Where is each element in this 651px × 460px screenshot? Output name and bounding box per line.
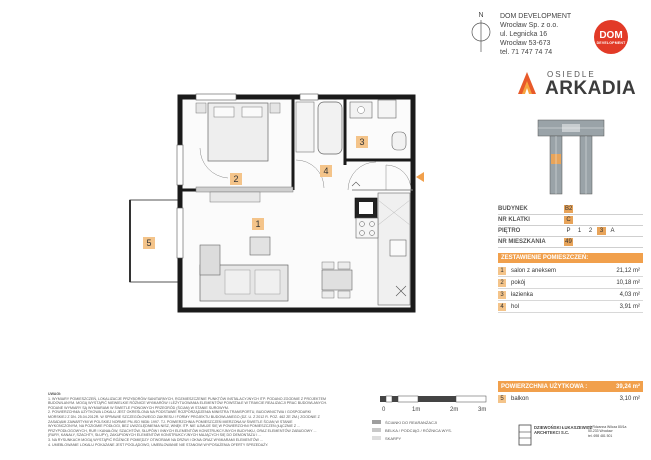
dom-logo-sub: DEVELOPMENT (596, 40, 626, 45)
room-row (498, 301, 643, 313)
floor-option: 1 (577, 228, 582, 234)
balcony-name: balkon (511, 395, 529, 402)
architect-address (588, 425, 626, 438)
note-line: ZASADAMI ZAWARTYMI W POLSKIEJ NORMIE PN-ISO 9836: 1997. TJ. POWIERZCHNIA POMIESZCZEŃ MIERZONA W ŚWIETLE ŚCIAN W STANIE (48, 419, 293, 424)
svg-text:N: N (478, 12, 484, 19)
developer-line: Wrocław 53-673 (500, 40, 551, 47)
legend-swatch (372, 420, 381, 424)
entrance-arrow-icon (416, 172, 424, 182)
room-number: 4 (498, 303, 506, 311)
architect-address-line: ul. Rdzanna Wilcza 80/1a (588, 425, 627, 429)
legend-item (372, 434, 496, 442)
scale-tick: 3m (478, 407, 487, 413)
room-area: 4,03 m² (619, 291, 640, 298)
brand-osiedle: OSIEDLE (547, 70, 596, 79)
note-line: 1. WYMIARY POMIESZCZEŃ, LOKALIZACJE PRZYBORÓW SANITARNYCH, ROZMIESZCZENIE PUNKTÓW INSTALACYJNYCH ITP. PODANO ZGODNIE Z PROJEKTEM (48, 396, 327, 401)
svg-text:1: 1 (255, 219, 261, 229)
note-line: (RURY, KANAŁY, SZACHTY, SŁUPY), ZAKUPIONYCH ELEMENTÓW KONSTRUKCYJNYCH MAJĄCYCH SIĘ DO DEMONTAŻU I ... (48, 433, 262, 438)
developer-line: tel. 71 747 74 74 (500, 49, 553, 56)
building-value: B2 (565, 206, 573, 212)
architect-logo-icon (518, 424, 532, 446)
cooktop (356, 218, 378, 238)
room-number: 3 (498, 291, 506, 299)
legend-swatch (372, 428, 381, 432)
total-area-label: POWIERZCHNIA UŻYTKOWA : (501, 383, 588, 390)
washing-machine (378, 100, 396, 118)
room-label-4 (320, 165, 332, 177)
note-line: PRZYPODŁOGOWYCH, RUR I KANAŁÓW, SZACHTÓW, SŁUPÓW I INNYCH ELEMENTÓW KONSTRUKCYJNYCH BUDYNKU, ORAZ ELEMENTÓW ZABUDOWY ... (48, 428, 317, 433)
room-area: 10,18 m² (616, 279, 640, 286)
staircase-value: C (564, 216, 573, 224)
room-row (498, 289, 643, 301)
coffee-table (250, 237, 270, 255)
notes-heading: UWAGI: (48, 392, 62, 396)
svg-text:2: 2 (233, 174, 239, 184)
room-name: pokój (511, 279, 526, 286)
balcony-number: 5 (498, 395, 506, 403)
architect-address-line: 50-233 Wrocław (588, 429, 613, 434)
building-key-plan (536, 116, 606, 196)
note-line: 4. UMEBLOWANIE LOKALU POKAZANE JEST POGLĄDOWO, UMEBLOWANIE NIE STANOWI WYPOSAŻENIA OFERTY SPRZEDAŻY. (48, 442, 269, 447)
note-line: MORSKIEJ Z DN. 25.04.2012R. W SPRAWIE SZCZEGÓŁOWEGO ZAKRESU I FORMY PROJEKTU BUDOWLANEGO (DZ. U. Z 2012 R. POZ. 462 ZE ZM.) ZGODNIE Z (48, 414, 320, 419)
bathtub (318, 102, 342, 154)
dining-table (322, 270, 352, 290)
architect-name-line: DZIEWOŃSKI ŁUKASZEWICZ (534, 425, 593, 430)
toilet (392, 132, 406, 150)
apartment-info-table (498, 204, 643, 248)
wardrobe (210, 192, 260, 202)
architect-address-line: tel. 698 481 501 (588, 433, 613, 438)
legend-label: BELKA / PODCIĄG / RÓŻNICA WYS. (385, 427, 452, 433)
shower-tray (296, 102, 314, 152)
north-compass-icon (470, 10, 492, 54)
svg-text:5: 5 (146, 238, 152, 248)
balcony-area: 3,10 m² (619, 395, 640, 402)
total-area-bar (498, 381, 643, 392)
staircase-label: NR KLATKI (498, 217, 530, 223)
svg-text:4: 4 (323, 166, 329, 176)
dom-logo (594, 20, 628, 54)
legend-label: SKARPY (385, 435, 402, 441)
note-line: PODANE WYMIARY SĄ WYMIARAMI W ŚWIETLE PIONOWYCH PRZEGRÓD (ŚCIAN) W STANIE SUROWYM. (48, 405, 229, 410)
legend-label: ŚCIANKI DO REARANŻACJI (385, 419, 438, 425)
scale-tick: 0 (382, 407, 386, 413)
room-name: hol (511, 303, 520, 310)
room-area: 3,91 m² (619, 303, 640, 310)
developer-line: ul. Legnicka 16 (500, 31, 548, 38)
developer-info (500, 12, 571, 57)
kitchen-sink (390, 240, 406, 256)
svg-text:3: 3 (359, 137, 365, 147)
scale-tick: 2m (450, 407, 459, 413)
building-label: BUDYNEK (498, 206, 528, 212)
arkadia-logo-icon (516, 70, 538, 96)
architect-name-line: ARCHITEKCI S.C. (534, 430, 570, 435)
staircase-row (498, 215, 643, 226)
legend-item (372, 418, 496, 426)
room-label-5 (143, 237, 155, 249)
note-line: 2. POWIERZCHNIA UŻYTKOWA LOKALU JEST OKREŚLONA NA PODSTAWIE ROZPORZĄDZENIA MINISTRA TRANSPORTU, BUDOWNICTWA I GOSPODARKI (48, 410, 312, 415)
room-number: 1 (498, 267, 506, 275)
legend-swatch (372, 436, 381, 440)
rooms-list (498, 265, 643, 313)
total-area-value: 39,24 m² (615, 383, 640, 390)
dom-logo-text: DOM (599, 29, 623, 41)
developer-name: DOM DEVELOPMENT (500, 13, 572, 20)
floor-option: A (610, 228, 615, 234)
floor-option-selected: 3 (597, 227, 606, 235)
brand-name: ARKADIA (545, 78, 637, 99)
room-row (498, 265, 643, 277)
room-name: salon z aneksem (511, 267, 557, 274)
architect-block (516, 422, 646, 450)
scale-tick: 1m (412, 407, 421, 413)
note-line: 3. NA RYSUNKACH MOGĄ WYSTĄPIĆ RÓŻNICE POMIĘDZY OTWORAMI NA DRZWI I OKNA ORAZ WYMIARAMI ELEMENTÓW ... (48, 437, 263, 442)
floor-option: 2 (588, 228, 593, 234)
developer-line: Wrocław Sp. z o.o. (500, 22, 559, 29)
architect-name (534, 425, 592, 435)
legend-item (372, 426, 496, 434)
apartment-number-label: NR MIESZKANIA (498, 239, 546, 245)
floor-option: P (566, 228, 571, 234)
apartment-number-value: 49 (565, 239, 572, 245)
room-label-1 (252, 218, 264, 230)
rooms-title: ZESTAWIENIE POMIESZCZEŃ: (498, 253, 643, 263)
room-number: 2 (498, 279, 506, 287)
floor-label: PIĘTRO (498, 228, 521, 234)
apartment-number-row (498, 237, 643, 248)
room-area: 21,12 m² (616, 267, 640, 274)
floor-row (498, 226, 643, 237)
room-label-2 (230, 173, 242, 185)
room-label-3 (356, 136, 368, 148)
balcony-row (498, 393, 643, 404)
legend (372, 418, 496, 442)
notes (48, 392, 366, 447)
room-row (498, 277, 643, 289)
note-line: BUDOWLANYM. MOGĄ WYSTĄPIĆ NIEWIELKIE RÓŻNICE WYMIARÓW I LEŻYTUOWANIA ELEMENTÓW POWSTAŁE W TRAKCIE REALIZACJI PRAC BUDOWLANYCH. (48, 401, 328, 406)
building-row (498, 204, 643, 215)
note-line: WYKOŃCZONYM, NA POZIOMIE PODŁOGI, BEZ UWZGLĘDNIENIA NISZ, WNĘK ITP. NIE UJMUJE SIĘ W POWIERZCHNI POMIESZCZEŃ (ŁĄCZNIE Z ... (48, 424, 301, 429)
scale-bar (372, 393, 492, 415)
room-name: łazienka (511, 291, 534, 298)
